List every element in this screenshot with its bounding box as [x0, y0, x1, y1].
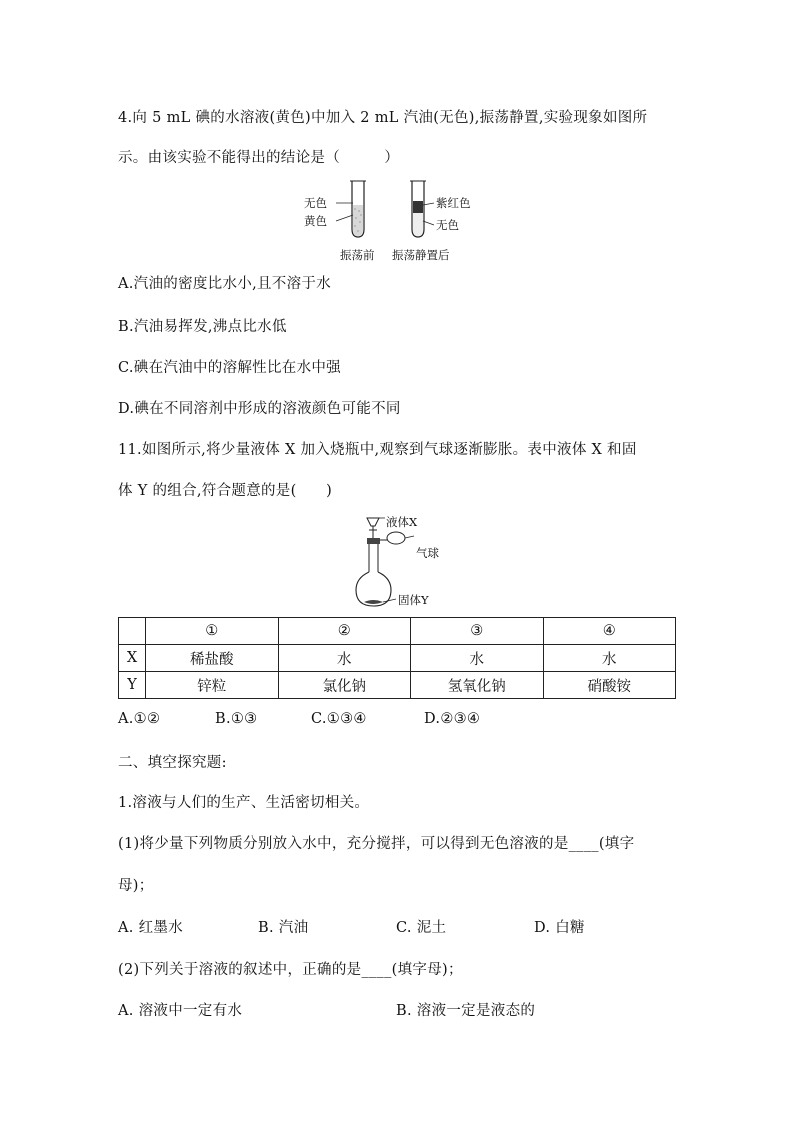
flask-figure [352, 512, 462, 612]
table-row-header: Y [119, 672, 146, 699]
caption-after-shaking: 振荡静置后 [392, 248, 450, 262]
q4-option-c: C.碘在汽油中的溶解性比在水中强 [118, 360, 341, 376]
table-cell: 氯化钠 [278, 672, 411, 699]
q4-option-a: A.汽油的密度比水小,且不溶于水 [118, 276, 331, 292]
table-header-cell: ③ [411, 618, 544, 645]
table-cell: 锌粒 [146, 672, 279, 699]
q11-option-b: B.①③ [215, 711, 258, 727]
section-title: 二、填空探究题: [118, 755, 227, 771]
q11-stem-line2: 体 Y 的组合,符合题意的是( ) [118, 483, 333, 499]
s2-sub1-options [118, 918, 678, 938]
q4-stem-line2: 示。由该实验不能得出的结论是（ ） [118, 150, 400, 166]
label-liquid-x: 液体X [386, 515, 418, 529]
table-header-cell: ④ [543, 618, 676, 645]
s2-sub1-option-c: C. 泥土 [396, 920, 447, 936]
label-colorless-top: 无色 [304, 196, 327, 210]
table-header-cell: ① [146, 618, 279, 645]
q4-option-d: D.碘在不同溶剂中形成的溶液颜色可能不同 [118, 401, 401, 417]
q11-stem-line1: 11.如图所示,将少量液体 X 加入烧瓶中,观察到气球逐渐膨胀。表中液体 X 和固 [118, 442, 637, 458]
s2-q1-sub2-line: (2)下列关于溶液的叙述中，正确的是____(填字母)； [118, 962, 463, 978]
label-yellow: 黄色 [304, 214, 327, 228]
table-cell: 水 [411, 645, 544, 672]
table-cell: 水 [278, 645, 411, 672]
table-row-header: X [119, 645, 146, 672]
table-cell: 氢氧化钠 [411, 672, 544, 699]
q11-options [118, 709, 678, 729]
s2-q1-sub1-line2: 母)； [118, 878, 154, 894]
table-row [119, 672, 676, 699]
reagent-combination-table [118, 617, 676, 699]
label-purple-red: 紫红色 [436, 196, 471, 210]
table-cell: 硝酸铵 [543, 672, 676, 699]
s2-sub1-option-b: B. 汽油 [258, 920, 309, 936]
q11-option-a: A.①② [118, 711, 161, 727]
q4-option-b: B.汽油易挥发,沸点比水低 [118, 319, 287, 335]
table-header-row [119, 618, 676, 645]
table-cell: 稀盐酸 [146, 645, 279, 672]
table-cell: 水 [543, 645, 676, 672]
s2-sub2-option-a: A. 溶液中一定有水 [118, 1003, 243, 1019]
label-balloon: 气球 [416, 546, 439, 560]
table-header-cell: ② [278, 618, 411, 645]
s2-q1-sub1-line1: (1)将少量下列物质分别放入水中，充分搅拌，可以得到无色溶液的是____(填字 [118, 836, 635, 852]
s2-sub2-option-b: B. 溶液一定是液态的 [396, 1003, 536, 1019]
q11-option-d: D.②③④ [424, 711, 481, 727]
caption-before-shaking: 振荡前 [340, 248, 375, 262]
test-tube-figure [300, 175, 500, 265]
s2-sub1-option-d: D. 白糖 [534, 920, 585, 936]
label-solid-y: 固体Y [398, 593, 429, 607]
label-colorless-bottom: 无色 [436, 218, 459, 232]
table-row [119, 645, 676, 672]
table-corner-cell [119, 618, 146, 645]
q11-option-c: C.①③④ [311, 711, 367, 727]
q4-stem-line1: 4.向 5 mL 碘的水溶液(黄色)中加入 2 mL 汽油(无色),振荡静置,实验现象如图所 [118, 110, 648, 126]
s2-q1-intro: 1.溶液与人们的生产、生活密切相关。 [118, 795, 370, 811]
s2-sub2-options [118, 1001, 678, 1021]
s2-sub1-option-a: A. 红墨水 [118, 920, 183, 936]
